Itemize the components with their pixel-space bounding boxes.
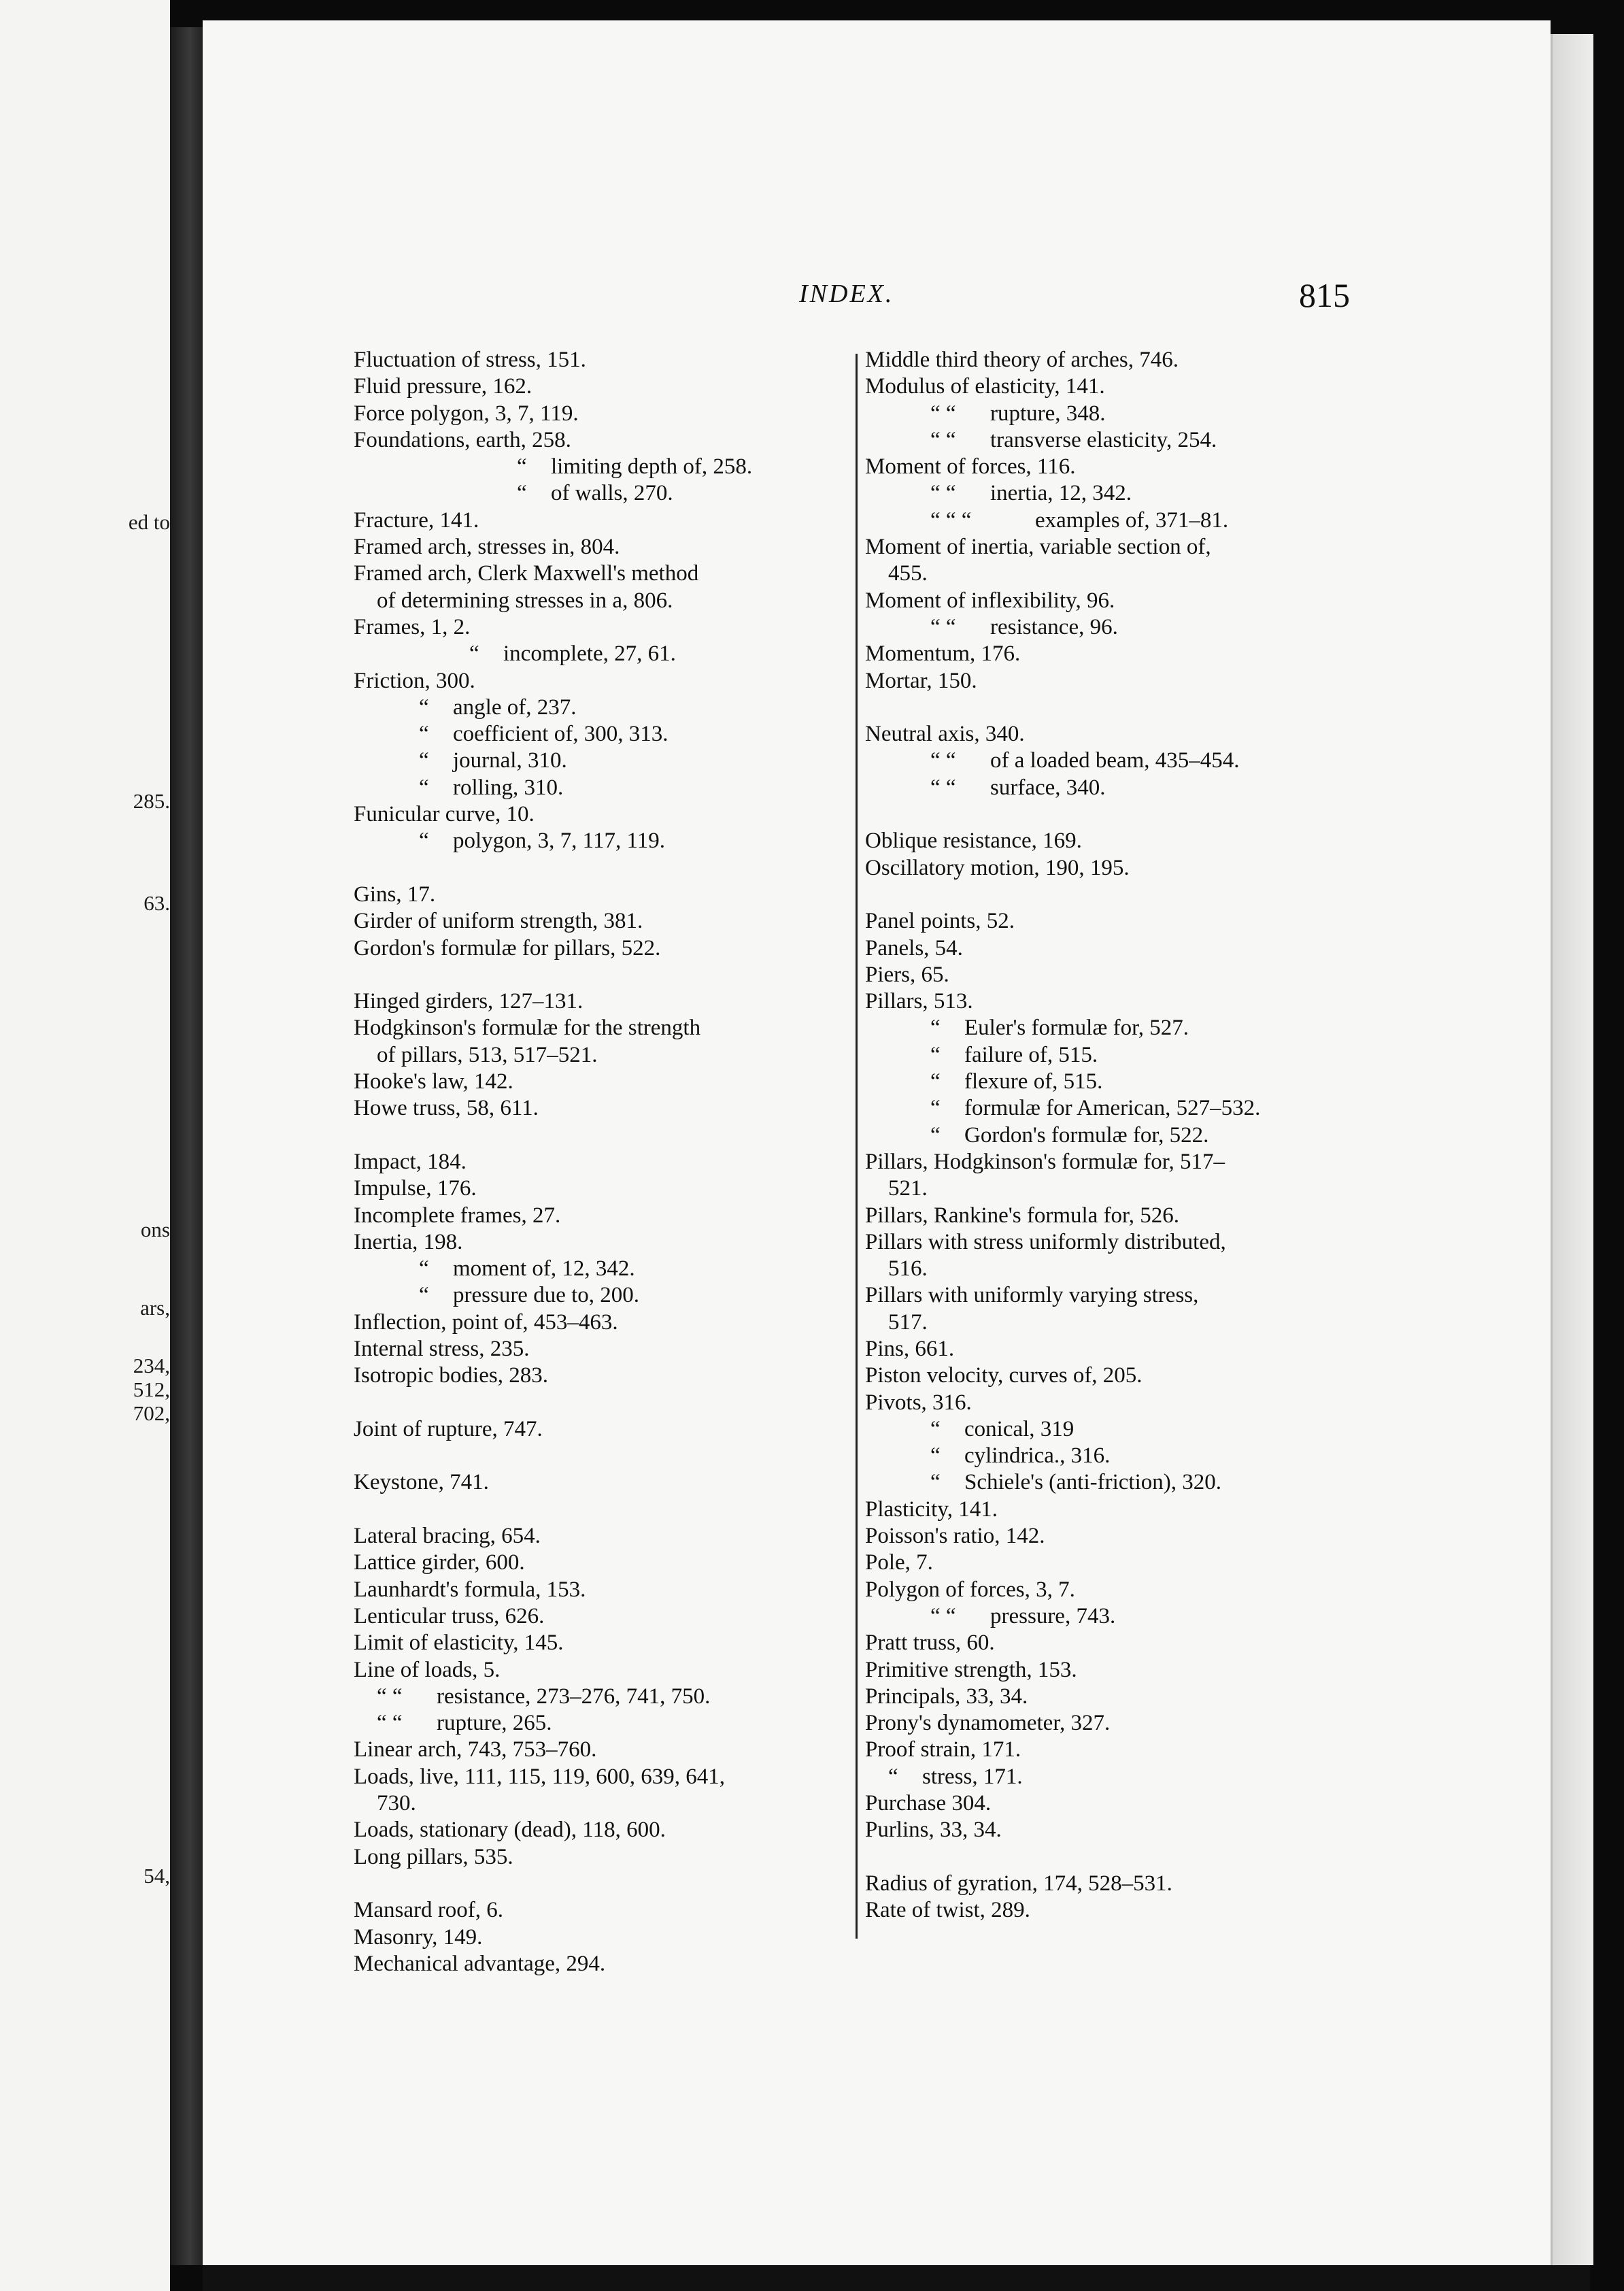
entry-text: Framed arch, stresses in, 804. xyxy=(354,535,620,560)
entry-text: Friction, 300. xyxy=(354,668,475,693)
index-entry xyxy=(865,855,1365,882)
index-entry xyxy=(354,507,860,534)
ditto-mark: “ xyxy=(930,1096,941,1121)
entry-text: Inflection, point of, 453–463. xyxy=(354,1309,618,1335)
ditto-mark: “ xyxy=(930,1443,941,1469)
index-subentry xyxy=(865,1416,1365,1443)
index-entry xyxy=(865,1897,1365,1924)
entry-text: Pins, 661. xyxy=(865,1336,955,1361)
entry-text: 455. xyxy=(888,561,928,586)
letter-group-gap xyxy=(865,882,1365,908)
letter-group-gap xyxy=(354,1871,860,1897)
index-entry xyxy=(354,561,860,587)
ditto-mark: “ “ xyxy=(930,1603,956,1628)
index-entry xyxy=(354,1657,860,1684)
entry-text: 521. xyxy=(888,1176,928,1201)
letter-group-gap xyxy=(354,1496,860,1523)
index-entry xyxy=(354,401,860,427)
index-entry xyxy=(865,1684,1365,1710)
index-entry xyxy=(865,1229,1365,1256)
index-entry xyxy=(354,1416,860,1443)
index-subentry xyxy=(354,1790,860,1817)
index-entry xyxy=(865,1282,1365,1309)
entry-text: Fluid pressure, 162. xyxy=(354,374,532,399)
entry-text: flexure of, 515. xyxy=(964,1069,1103,1094)
page-edge xyxy=(1551,34,1593,2265)
letter-group-gap xyxy=(354,962,860,988)
index-subentry xyxy=(865,1469,1365,1496)
index-entry xyxy=(865,1577,1365,1603)
entry-text: Piston velocity, curves of, 205. xyxy=(865,1363,1143,1388)
entry-text: Primitive strength, 153. xyxy=(865,1657,1077,1682)
entry-text: Piers, 65. xyxy=(865,962,949,987)
index-entry xyxy=(354,1737,860,1763)
index-entry xyxy=(354,1603,860,1630)
entry-text: of pillars, 513, 517–521. xyxy=(377,1042,598,1067)
ditto-mark: “ “ “ xyxy=(930,507,972,533)
entry-text: Hodgkinson's formulæ for the strength xyxy=(354,1016,701,1041)
entry-text: Euler's formulæ for, 527. xyxy=(964,1016,1189,1041)
entry-text: Moment of forces, 116. xyxy=(865,454,1076,480)
index-entry xyxy=(354,1229,860,1256)
entry-text: Prony's dynamometer, 327. xyxy=(865,1711,1111,1736)
entry-text: pressure, 743. xyxy=(990,1603,1116,1628)
entry-text: Mechanical advantage, 294. xyxy=(354,1951,606,1976)
index-subentry xyxy=(865,1764,1365,1790)
index-entry xyxy=(865,988,1365,1015)
index-entry xyxy=(354,1764,860,1790)
index-entry xyxy=(865,1336,1365,1362)
index-entry xyxy=(354,1951,860,1977)
index-column-left xyxy=(354,347,860,1977)
entry-text: Hinged girders, 127–131. xyxy=(354,989,583,1014)
index-subentry xyxy=(865,1309,1365,1336)
index-entry xyxy=(865,1149,1365,1175)
index-entry xyxy=(865,1790,1365,1817)
entry-text: of determining stresses in a, 806. xyxy=(377,588,673,613)
index-entry xyxy=(354,1523,860,1550)
entry-text: Fluctuation of stress, 151. xyxy=(354,348,586,372)
entry-text: Rate of twist, 289. xyxy=(865,1898,1030,1923)
entry-text: Howe truss, 58, 611. xyxy=(354,1096,539,1121)
index-subentry xyxy=(354,695,860,721)
entry-text: Pillars, 513. xyxy=(865,989,973,1014)
entry-text: Lenticular truss, 626. xyxy=(354,1603,545,1628)
entry-text: Principals, 33, 34. xyxy=(865,1684,1028,1709)
entry-text: of walls, 270. xyxy=(551,481,673,506)
index-entry xyxy=(865,1737,1365,1763)
index-entry xyxy=(354,1924,860,1951)
index-entry xyxy=(354,1175,860,1202)
facing-page-text-fragment: ed to xyxy=(128,510,170,534)
index-entry xyxy=(354,1897,860,1924)
index-entry xyxy=(865,828,1365,854)
entry-text: Radius of gyration, 174, 528–531. xyxy=(865,1871,1172,1896)
index-subentry xyxy=(865,748,1365,774)
letter-group-gap xyxy=(865,695,1365,721)
ditto-mark: “ xyxy=(419,1256,429,1282)
index-entry xyxy=(354,1203,860,1229)
entry-text: Mansard roof, 6. xyxy=(354,1898,503,1923)
entry-text: rupture, 265. xyxy=(437,1711,552,1736)
index-entry xyxy=(354,1817,860,1843)
entry-text: stress, 171. xyxy=(922,1764,1023,1789)
entry-text: Gordon's formulæ for, 522. xyxy=(964,1122,1209,1148)
index-entry xyxy=(354,1630,860,1656)
entry-text: Girder of uniform strength, 381. xyxy=(354,909,643,934)
facing-page-text-fragment: 702, xyxy=(133,1401,170,1425)
entry-text: Momentum, 176. xyxy=(865,641,1021,667)
index-entry xyxy=(354,534,860,561)
index-entry xyxy=(865,1362,1365,1389)
entry-text: surface, 340. xyxy=(990,775,1106,800)
entry-text: Gins, 17. xyxy=(354,882,436,907)
facing-page-text-fragment: 234, xyxy=(133,1354,170,1377)
index-entry xyxy=(354,801,860,828)
index-subentry xyxy=(865,614,1365,641)
index-entry xyxy=(865,1390,1365,1416)
entry-text: Purchase 304. xyxy=(865,1791,992,1816)
letter-group-gap xyxy=(354,1390,860,1416)
entry-text: Schiele's (anti-friction), 320. xyxy=(964,1470,1222,1495)
letter-group-gap xyxy=(354,1122,860,1149)
entry-text: Line of loads, 5. xyxy=(354,1657,501,1682)
entry-text: resistance, 273–276, 741, 750. xyxy=(437,1684,711,1709)
index-entry xyxy=(865,1710,1365,1737)
index-entry xyxy=(865,1550,1365,1576)
ditto-mark: “ “ xyxy=(930,481,956,506)
ditto-mark: “ xyxy=(930,1470,941,1495)
index-entry xyxy=(354,1309,860,1336)
ditto-mark: “ xyxy=(419,748,429,773)
index-entry xyxy=(354,614,860,641)
facing-page-text-fragment: 285. xyxy=(133,789,170,813)
entry-text: Pillars, Hodgkinson's formulæ for, 517– xyxy=(865,1149,1225,1174)
entry-text: Funicular curve, 10. xyxy=(354,802,535,827)
index-subentry xyxy=(865,401,1365,427)
ditto-mark: “ “ xyxy=(930,401,956,426)
entry-text: Long pillars, 535. xyxy=(354,1844,513,1869)
entry-text: pressure due to, 200. xyxy=(453,1283,640,1308)
entry-text: rolling, 310. xyxy=(453,775,564,800)
ditto-mark: “ xyxy=(419,1283,429,1308)
entry-text: Poisson's ratio, 142. xyxy=(865,1524,1045,1549)
entry-text: failure of, 515. xyxy=(964,1042,1098,1067)
index-entry xyxy=(354,1844,860,1871)
facing-page-text-fragment: 512, xyxy=(133,1377,170,1401)
index-entry xyxy=(865,1496,1365,1523)
entry-text: Panels, 54. xyxy=(865,935,963,960)
index-entry xyxy=(865,641,1365,667)
index-entry xyxy=(865,1817,1365,1843)
index-subentry xyxy=(354,1042,860,1069)
index-entry xyxy=(865,1657,1365,1684)
index-entry xyxy=(865,1203,1365,1229)
index-subentry xyxy=(354,1282,860,1309)
index-entry xyxy=(354,882,860,908)
index-entry xyxy=(354,1015,860,1041)
index-entry xyxy=(865,588,1365,614)
entry-text: Oblique resistance, 169. xyxy=(865,829,1082,854)
entry-text: Force polygon, 3, 7, 119. xyxy=(354,401,579,426)
facing-page-text-fragment: ars, xyxy=(140,1296,170,1320)
ditto-mark: “ xyxy=(419,695,429,720)
entry-text: Polygon of forces, 3, 7. xyxy=(865,1577,1075,1602)
entry-text: of a loaded beam, 435–454. xyxy=(990,748,1240,773)
index-entry xyxy=(354,1336,860,1362)
index-subentry xyxy=(865,775,1365,801)
index-entry xyxy=(865,962,1365,988)
index-subentry xyxy=(354,1256,860,1282)
entry-text: polygon, 3, 7, 117, 119. xyxy=(453,829,665,854)
entry-text: resistance, 96. xyxy=(990,614,1118,639)
index-subentry xyxy=(354,641,860,667)
index-entry xyxy=(865,908,1365,935)
index-subentry xyxy=(354,748,860,774)
index-subentry xyxy=(354,480,860,507)
entry-text: Inertia, 198. xyxy=(354,1229,463,1254)
ditto-mark: “ “ xyxy=(930,748,956,773)
entry-text: Loads, stationary (dead), 118, 600. xyxy=(354,1818,666,1843)
running-head: INDEX. xyxy=(799,280,894,308)
entry-text: Frames, 1, 2. xyxy=(354,614,471,639)
entry-text: Pillars, Rankine's formula for, 526. xyxy=(865,1203,1179,1228)
entry-text: 517. xyxy=(888,1309,928,1335)
index-subentry xyxy=(354,828,860,854)
entry-text: Masonry, 149. xyxy=(354,1924,483,1950)
index-entry xyxy=(865,1523,1365,1550)
entry-text: Joint of rupture, 747. xyxy=(354,1416,543,1441)
letter-group-gap xyxy=(354,1443,860,1469)
book-spine-gutter xyxy=(170,27,203,2265)
index-entry xyxy=(865,1871,1365,1897)
entry-text: incomplete, 27, 61. xyxy=(503,641,676,667)
index-subentry xyxy=(865,427,1365,454)
ditto-mark: “ xyxy=(469,641,479,667)
index-subentry xyxy=(865,1256,1365,1282)
index-subentry xyxy=(865,1603,1365,1630)
index-subentry xyxy=(865,1069,1365,1095)
ditto-mark: “ xyxy=(517,481,527,506)
entry-text: transverse elasticity, 254. xyxy=(990,427,1217,452)
index-entry xyxy=(354,427,860,454)
entry-text: Gordon's formulæ for pillars, 522. xyxy=(354,935,661,960)
index-entry xyxy=(354,1550,860,1576)
entry-text: Panel points, 52. xyxy=(865,909,1015,934)
entry-text: rupture, 348. xyxy=(990,401,1106,426)
entry-text: Launhardt's formula, 153. xyxy=(354,1577,586,1602)
index-subentry xyxy=(865,507,1365,534)
index-subentry xyxy=(865,1175,1365,1202)
entry-text: inertia, 12, 342. xyxy=(990,481,1132,506)
ditto-mark: “ xyxy=(888,1764,898,1789)
entry-text: conical, 319 xyxy=(964,1416,1075,1441)
entry-text: Linear arch, 743, 753–760. xyxy=(354,1737,597,1762)
entry-text: Purlins, 33, 34. xyxy=(865,1818,1002,1843)
index-subentry xyxy=(865,1095,1365,1122)
facing-page-fragment xyxy=(0,0,170,2291)
index-entry xyxy=(354,347,860,373)
entry-text: Pole, 7. xyxy=(865,1550,933,1575)
index-entry xyxy=(865,454,1365,480)
ditto-mark: “ xyxy=(419,775,429,800)
facing-page-text-fragment: ons xyxy=(140,1218,170,1241)
index-entry xyxy=(354,1362,860,1389)
letter-group-gap xyxy=(865,1844,1365,1871)
facing-page-text-fragment: 63. xyxy=(143,891,170,915)
entry-text: Limit of elasticity, 145. xyxy=(354,1631,564,1656)
index-entry xyxy=(865,347,1365,373)
facing-page-text-fragment: 54, xyxy=(143,1864,170,1888)
entry-text: Moment of inertia, variable section of, xyxy=(865,535,1211,560)
entry-text: Isotropic bodies, 283. xyxy=(354,1363,548,1388)
entry-text: Oscillatory motion, 190, 195. xyxy=(865,855,1130,880)
index-entry xyxy=(354,668,860,695)
entry-text: Pillars with uniformly varying stress, xyxy=(865,1283,1199,1308)
index-entry xyxy=(354,1095,860,1122)
index-entry xyxy=(865,721,1365,748)
index-entry xyxy=(865,668,1365,695)
index-subentry xyxy=(865,480,1365,507)
entry-text: Pratt truss, 60. xyxy=(865,1631,995,1656)
letter-group-gap xyxy=(865,801,1365,828)
index-subentry xyxy=(354,454,860,480)
entry-text: Internal stress, 235. xyxy=(354,1336,530,1361)
entry-text: Middle third theory of arches, 746. xyxy=(865,348,1179,372)
index-entry xyxy=(354,373,860,400)
index-entry xyxy=(354,935,860,962)
index-subentry xyxy=(865,1042,1365,1069)
entry-text: examples of, 371–81. xyxy=(1035,507,1229,533)
entry-text: Moment of inflexibility, 96. xyxy=(865,588,1115,613)
index-subentry xyxy=(354,1710,860,1737)
entry-text: Loads, live, 111, 115, 119, 600, 639, 641, xyxy=(354,1764,725,1789)
entry-text: formulæ for American, 527–532. xyxy=(964,1096,1261,1121)
entry-text: Plasticity, 141. xyxy=(865,1496,998,1522)
entry-text: Impulse, 176. xyxy=(354,1176,477,1201)
index-entry xyxy=(865,534,1365,561)
ditto-mark: “ “ xyxy=(377,1711,403,1736)
entry-text: Neutral axis, 340. xyxy=(865,722,1025,747)
entry-text: Keystone, 741. xyxy=(354,1470,489,1495)
entry-text: coefficient of, 300, 313. xyxy=(453,722,669,747)
entry-text: Pivots, 316. xyxy=(865,1390,972,1415)
index-entry xyxy=(354,1149,860,1175)
ditto-mark: “ xyxy=(930,1016,941,1041)
entry-text: Fracture, 141. xyxy=(354,507,479,533)
entry-text: 516. xyxy=(888,1256,928,1282)
index-subentry xyxy=(354,721,860,748)
entry-text: Hooke's law, 142. xyxy=(354,1069,513,1094)
index-entry xyxy=(865,373,1365,400)
entry-text: Impact, 184. xyxy=(354,1149,467,1174)
index-entry xyxy=(354,1577,860,1603)
index-subentry xyxy=(865,561,1365,587)
ditto-mark: “ xyxy=(419,722,429,747)
index-entry xyxy=(865,1630,1365,1656)
index-subentry xyxy=(354,775,860,801)
scan-border xyxy=(203,2265,1590,2291)
index-entry xyxy=(354,908,860,935)
entry-text: Framed arch, Clerk Maxwell's method xyxy=(354,561,699,586)
index-subentry xyxy=(865,1015,1365,1041)
page-number: 815 xyxy=(1299,276,1350,314)
index-subentry xyxy=(865,1122,1365,1149)
index-column-right xyxy=(865,347,1365,1924)
ditto-mark: “ “ xyxy=(930,614,956,639)
entry-text: Proof strain, 171. xyxy=(865,1737,1021,1762)
index-entry xyxy=(354,988,860,1015)
letter-group-gap xyxy=(354,855,860,882)
entry-text: angle of, 237. xyxy=(453,695,577,720)
ditto-mark: “ “ xyxy=(377,1684,403,1709)
index-entry xyxy=(354,1469,860,1496)
ditto-mark: “ “ xyxy=(930,775,956,800)
ditto-mark: “ xyxy=(930,1069,941,1094)
entry-text: cylindrica., 316. xyxy=(964,1443,1111,1469)
entry-text: Mortar, 150. xyxy=(865,668,977,693)
entry-text: Incomplete frames, 27. xyxy=(354,1203,561,1228)
ditto-mark: “ xyxy=(517,454,527,480)
entry-text: Modulus of elasticity, 141. xyxy=(865,374,1105,399)
entry-text: Lateral bracing, 654. xyxy=(354,1524,541,1549)
index-subentry xyxy=(354,588,860,614)
entry-text: Foundations, earth, 258. xyxy=(354,427,571,452)
entry-text: moment of, 12, 342. xyxy=(453,1256,635,1282)
index-entry xyxy=(354,1069,860,1095)
entry-text: limiting depth of, 258. xyxy=(551,454,753,480)
index-subentry xyxy=(354,1684,860,1710)
index-entry xyxy=(865,935,1365,962)
entry-text: Lattice girder, 600. xyxy=(354,1550,525,1575)
index-subentry xyxy=(865,1443,1365,1469)
ditto-mark: “ xyxy=(930,1122,941,1148)
entry-text: 730. xyxy=(377,1791,416,1816)
ditto-mark: “ xyxy=(419,829,429,854)
ditto-mark: “ xyxy=(930,1042,941,1067)
entry-text: journal, 310. xyxy=(453,748,567,773)
ditto-mark: “ xyxy=(930,1416,941,1441)
entry-text: Pillars with stress uniformly distributed, xyxy=(865,1229,1226,1254)
ditto-mark: “ “ xyxy=(930,427,956,452)
